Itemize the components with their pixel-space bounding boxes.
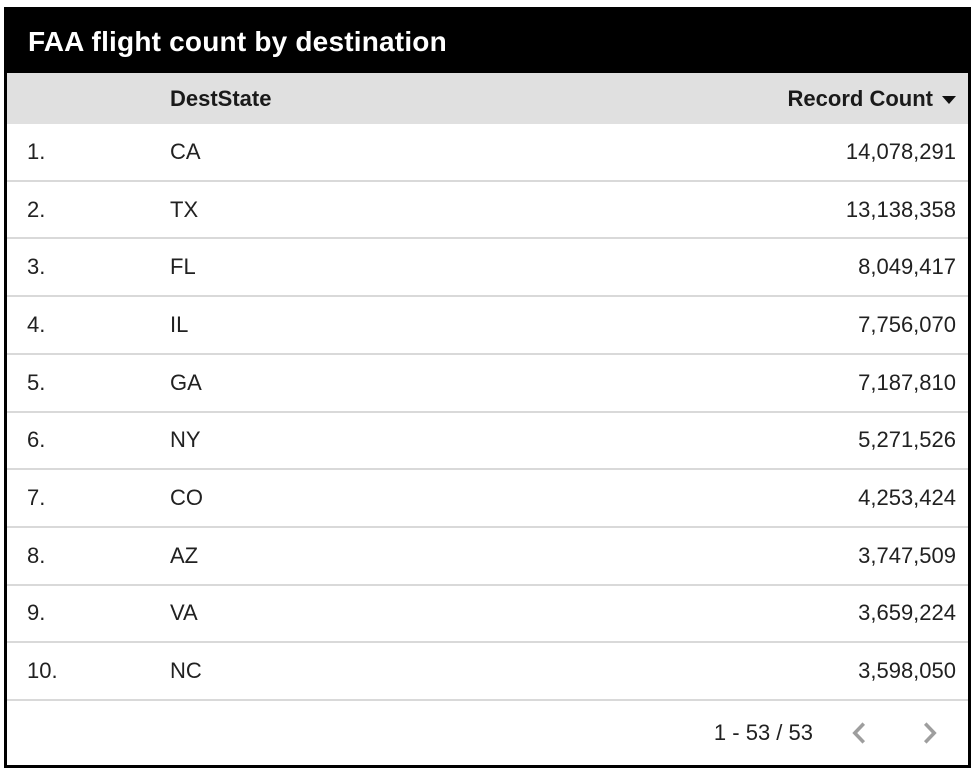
row-index: 3.: [27, 254, 46, 280]
row-record-count: 3,598,050: [858, 658, 956, 684]
row-index: 2.: [27, 196, 46, 222]
row-dest-state: CA: [170, 138, 201, 164]
table-row: [7, 468, 968, 526]
row-index: 8.: [27, 542, 46, 568]
row-index: 5.: [27, 369, 46, 395]
row-index: 1.: [27, 138, 46, 164]
chevron-left-icon: [845, 718, 875, 748]
pagination-bar: [7, 699, 968, 765]
sort-desc-icon: [942, 96, 956, 104]
row-dest-state: CO: [170, 485, 203, 511]
row-index: 10.: [27, 658, 58, 684]
row-dest-state: VA: [170, 600, 198, 626]
table-row: [7, 180, 968, 238]
table-row: [7, 295, 968, 353]
row-record-count: 13,138,358: [845, 196, 956, 222]
row-index: 6.: [27, 427, 46, 453]
table-row: [7, 124, 968, 180]
chart-title-bar: [7, 10, 968, 73]
row-record-count: 5,271,526: [858, 427, 956, 453]
row-record-count: 7,187,810: [858, 369, 956, 395]
row-index: 4.: [27, 311, 46, 337]
row-dest-state: NC: [170, 658, 202, 684]
row-record-count: 8,049,417: [858, 254, 956, 280]
row-dest-state: FL: [170, 254, 196, 280]
chart-title: FAA flight count by destination: [28, 25, 447, 57]
column-header-record-count-label: Record Count: [787, 85, 933, 111]
column-header-deststate[interactable]: DestState: [170, 85, 272, 111]
table-row: [7, 237, 968, 295]
row-index: 7.: [27, 485, 46, 511]
column-header-record-count[interactable]: [668, 86, 968, 112]
row-dest-state: TX: [170, 196, 199, 222]
table-row: [7, 411, 968, 469]
table-row: [7, 641, 968, 699]
chevron-right-icon: [914, 718, 944, 748]
pagination-next-button[interactable]: [905, 709, 953, 757]
row-record-count: 3,747,509: [858, 542, 956, 568]
table-header-row: [7, 73, 968, 124]
row-dest-state: IL: [170, 311, 189, 337]
table-body: [7, 124, 968, 699]
row-record-count: 14,078,291: [845, 138, 956, 164]
table-row: [7, 353, 968, 411]
table-row: [7, 584, 968, 642]
row-index: 9.: [27, 600, 46, 626]
row-record-count: 4,253,424: [858, 485, 956, 511]
table-row: [7, 526, 968, 584]
row-record-count: 7,756,070: [858, 311, 956, 337]
pagination-range-label: 1 - 53 / 53: [713, 720, 813, 745]
table-chart-widget: [4, 7, 971, 768]
row-record-count: 3,659,224: [858, 600, 956, 626]
pagination-prev-button[interactable]: [836, 709, 884, 757]
row-dest-state: GA: [170, 369, 202, 395]
row-dest-state: NY: [170, 427, 201, 453]
row-dest-state: AZ: [170, 542, 199, 568]
